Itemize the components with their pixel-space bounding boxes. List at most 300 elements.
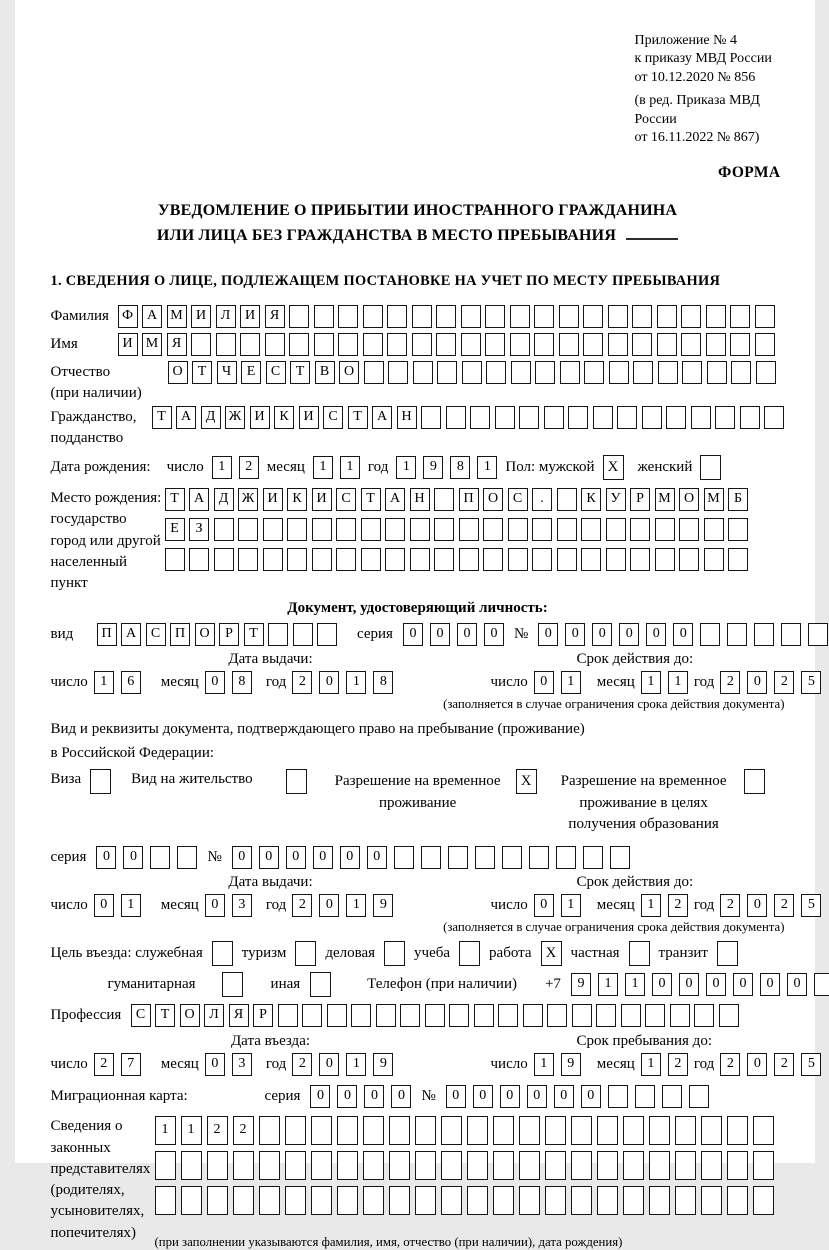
char-cell[interactable] [623,1116,644,1145]
char-cell[interactable] [289,333,309,356]
char-cell[interactable]: 9 [373,1053,393,1076]
char-cell[interactable] [621,1004,641,1027]
char-cell[interactable]: В [315,361,335,384]
char-cell[interactable] [363,1186,384,1215]
char-cell[interactable] [311,1186,332,1215]
char-cell[interactable] [268,623,288,646]
char-cell[interactable]: Т [192,361,212,384]
representatives-row2-boxes[interactable] [155,1151,774,1180]
char-cell[interactable]: У [606,488,626,511]
char-cell[interactable]: 2 [720,1053,740,1076]
char-cell[interactable]: 0 [747,894,767,917]
char-cell[interactable] [259,1151,280,1180]
char-cell[interactable] [632,305,652,328]
char-cell[interactable] [655,548,675,571]
char-cell[interactable] [535,361,555,384]
char-cell[interactable] [545,1151,566,1180]
char-cell[interactable] [701,1116,722,1145]
char-cell[interactable] [608,1085,628,1108]
char-cell[interactable] [754,623,774,646]
char-cell[interactable] [421,406,441,429]
char-cell[interactable] [214,548,234,571]
char-cell[interactable] [155,1186,176,1215]
stay-day-boxes[interactable] [534,1053,581,1076]
char-cell[interactable]: Я [167,333,187,356]
char-cell[interactable]: З [189,518,209,541]
char-cell[interactable]: 0 [313,846,333,869]
char-cell[interactable]: К [287,488,307,511]
id-valid-month-boxes[interactable] [641,671,688,694]
char-cell[interactable] [583,333,603,356]
char-cell[interactable]: 2 [292,894,312,917]
char-cell[interactable] [617,406,637,429]
char-cell[interactable] [679,518,699,541]
char-cell[interactable]: 0 [554,1085,574,1108]
birth-month-boxes[interactable] [313,456,360,479]
char-cell[interactable] [682,361,702,384]
char-cell[interactable] [155,1151,176,1180]
char-cell[interactable]: И [250,406,270,429]
char-cell[interactable]: Е [165,518,185,541]
sex-female-checkbox[interactable] [700,455,721,480]
char-cell[interactable] [338,305,358,328]
char-cell[interactable] [753,1116,774,1145]
char-cell[interactable] [675,1151,696,1180]
char-cell[interactable] [691,406,711,429]
char-cell[interactable]: 0 [565,623,585,646]
migration-number-boxes[interactable] [446,1085,709,1108]
char-cell[interactable] [459,548,479,571]
char-cell[interactable]: 1 [121,894,141,917]
temp-residence-checkbox[interactable]: X [516,769,537,794]
char-cell[interactable] [363,1116,384,1145]
char-cell[interactable] [606,548,626,571]
char-cell[interactable] [519,1186,540,1215]
id-valid-year-boxes[interactable] [720,671,821,694]
doc-series-boxes[interactable] [403,623,504,646]
char-cell[interactable] [425,1004,445,1027]
char-cell[interactable] [681,333,701,356]
char-cell[interactable]: О [483,488,503,511]
char-cell[interactable]: 1 [346,1053,366,1076]
char-cell[interactable]: Р [630,488,650,511]
char-cell[interactable] [470,406,490,429]
char-cell[interactable]: Л [216,305,236,328]
char-cell[interactable]: С [131,1004,151,1027]
char-cell[interactable] [704,518,724,541]
char-cell[interactable]: 2 [668,1053,688,1076]
char-cell[interactable] [764,406,784,429]
temp-residence-edu-checkbox[interactable] [744,769,765,794]
char-cell[interactable] [706,333,726,356]
char-cell[interactable] [441,1151,462,1180]
char-cell[interactable]: 8 [232,671,252,694]
char-cell[interactable] [606,518,626,541]
char-cell[interactable] [285,1151,306,1180]
char-cell[interactable] [498,1004,518,1027]
char-cell[interactable] [706,305,726,328]
id-issue-day-boxes[interactable] [94,671,141,694]
char-cell[interactable]: О [339,361,359,384]
char-cell[interactable]: 1 [625,973,645,996]
char-cell[interactable]: П [97,623,117,646]
char-cell[interactable]: 0 [205,1053,225,1076]
char-cell[interactable]: Б [728,488,748,511]
char-cell[interactable] [287,518,307,541]
work-checkbox[interactable]: X [541,941,562,966]
char-cell[interactable] [285,1116,306,1145]
char-cell[interactable]: П [459,488,479,511]
char-cell[interactable] [475,846,495,869]
char-cell[interactable] [731,361,751,384]
char-cell[interactable]: 0 [619,623,639,646]
char-cell[interactable] [560,361,580,384]
char-cell[interactable]: А [142,305,162,328]
char-cell[interactable] [412,333,432,356]
residence-number-boxes[interactable] [232,846,630,869]
char-cell[interactable] [670,1004,690,1027]
char-cell[interactable]: 0 [473,1085,493,1108]
char-cell[interactable]: 8 [373,671,393,694]
char-cell[interactable] [623,1151,644,1180]
char-cell[interactable] [727,623,747,646]
char-cell[interactable] [474,1004,494,1027]
char-cell[interactable] [216,333,236,356]
char-cell[interactable]: 1 [346,671,366,694]
char-cell[interactable] [238,518,258,541]
char-cell[interactable] [387,333,407,356]
char-cell[interactable]: 0 [259,846,279,869]
char-cell[interactable]: 2 [233,1116,254,1145]
char-cell[interactable] [808,623,828,646]
char-cell[interactable] [649,1186,670,1215]
char-cell[interactable]: 0 [94,894,114,917]
char-cell[interactable]: 0 [96,846,116,869]
char-cell[interactable] [596,1004,616,1027]
char-cell[interactable] [675,1186,696,1215]
char-cell[interactable] [545,1186,566,1215]
char-cell[interactable] [207,1186,228,1215]
char-cell[interactable]: Т [152,406,172,429]
char-cell[interactable]: 0 [747,671,767,694]
char-cell[interactable] [657,333,677,356]
char-cell[interactable] [493,1151,514,1180]
char-cell[interactable] [632,333,652,356]
char-cell[interactable]: О [168,361,188,384]
char-cell[interactable]: Т [155,1004,175,1027]
char-cell[interactable]: О [195,623,215,646]
char-cell[interactable] [376,1004,396,1027]
char-cell[interactable] [635,1085,655,1108]
char-cell[interactable]: 9 [561,1053,581,1076]
char-cell[interactable]: Р [219,623,239,646]
char-cell[interactable] [510,305,530,328]
char-cell[interactable]: 5 [801,1053,821,1076]
char-cell[interactable] [336,548,356,571]
residence-valid-day-boxes[interactable] [534,894,581,917]
char-cell[interactable]: 1 [212,456,232,479]
char-cell[interactable] [597,1186,618,1215]
char-cell[interactable]: 0 [337,1085,357,1108]
char-cell[interactable] [608,333,628,356]
char-cell[interactable]: 9 [423,456,443,479]
char-cell[interactable]: 1 [668,671,688,694]
char-cell[interactable] [312,548,332,571]
char-cell[interactable] [753,1186,774,1215]
char-cell[interactable] [679,548,699,571]
entry-year-boxes[interactable] [292,1053,393,1076]
char-cell[interactable] [502,846,522,869]
char-cell[interactable] [657,305,677,328]
char-cell[interactable] [584,361,604,384]
char-cell[interactable]: Л [204,1004,224,1027]
char-cell[interactable]: Я [229,1004,249,1027]
char-cell[interactable]: 1 [641,894,661,917]
char-cell[interactable]: 3 [232,1053,252,1076]
char-cell[interactable] [781,623,801,646]
char-cell[interactable] [181,1186,202,1215]
char-cell[interactable]: 8 [450,456,470,479]
char-cell[interactable] [165,548,185,571]
char-cell[interactable]: 0 [367,846,387,869]
surname-boxes[interactable] [118,305,775,328]
char-cell[interactable] [449,1004,469,1027]
char-cell[interactable] [388,361,408,384]
given-name-boxes[interactable] [118,333,775,356]
char-cell[interactable] [311,1116,332,1145]
char-cell[interactable]: Ж [225,406,245,429]
char-cell[interactable]: 9 [373,894,393,917]
char-cell[interactable]: Р [253,1004,273,1027]
char-cell[interactable]: А [385,488,405,511]
char-cell[interactable] [753,1151,774,1180]
char-cell[interactable] [649,1151,670,1180]
char-cell[interactable]: 0 [391,1085,411,1108]
char-cell[interactable] [568,406,588,429]
birth-day-boxes[interactable] [212,456,259,479]
char-cell[interactable] [630,548,650,571]
char-cell[interactable]: Т [244,623,264,646]
char-cell[interactable] [597,1151,618,1180]
char-cell[interactable] [389,1186,410,1215]
char-cell[interactable] [434,518,454,541]
id-issue-year-boxes[interactable] [292,671,393,694]
char-cell[interactable] [410,548,430,571]
char-cell[interactable] [508,518,528,541]
char-cell[interactable] [436,333,456,356]
char-cell[interactable] [495,406,515,429]
stay-month-boxes[interactable] [641,1053,688,1076]
char-cell[interactable] [609,361,629,384]
char-cell[interactable]: М [704,488,724,511]
char-cell[interactable]: 2 [774,1053,794,1076]
char-cell[interactable]: И [263,488,283,511]
char-cell[interactable] [532,548,552,571]
char-cell[interactable] [461,333,481,356]
char-cell[interactable] [467,1116,488,1145]
char-cell[interactable] [642,406,662,429]
char-cell[interactable]: Т [361,488,381,511]
char-cell[interactable] [694,1004,714,1027]
char-cell[interactable] [581,548,601,571]
char-cell[interactable]: 0 [123,846,143,869]
char-cell[interactable] [361,518,381,541]
char-cell[interactable] [441,1116,462,1145]
char-cell[interactable] [740,406,760,429]
char-cell[interactable] [415,1151,436,1180]
char-cell[interactable] [311,1151,332,1180]
residence-issue-day-boxes[interactable] [94,894,141,917]
char-cell[interactable] [434,548,454,571]
char-cell[interactable] [387,305,407,328]
char-cell[interactable]: 0 [232,846,252,869]
char-cell[interactable] [662,1085,682,1108]
char-cell[interactable] [238,548,258,571]
char-cell[interactable]: . [532,488,552,511]
humanitarian-checkbox[interactable] [222,972,243,997]
char-cell[interactable] [259,1186,280,1215]
char-cell[interactable]: Т [165,488,185,511]
char-cell[interactable] [214,518,234,541]
char-cell[interactable] [681,305,701,328]
char-cell[interactable]: Д [201,406,221,429]
char-cell[interactable] [363,1151,384,1180]
char-cell[interactable]: 0 [646,623,666,646]
char-cell[interactable] [189,548,209,571]
char-cell[interactable] [486,361,506,384]
patronymic-boxes[interactable] [168,361,776,384]
char-cell[interactable] [529,846,549,869]
char-cell[interactable]: 0 [205,894,225,917]
char-cell[interactable]: 0 [538,623,558,646]
char-cell[interactable] [410,518,430,541]
residence-valid-month-boxes[interactable] [641,894,688,917]
char-cell[interactable]: 2 [774,894,794,917]
char-cell[interactable]: С [508,488,528,511]
private-checkbox[interactable] [629,941,650,966]
char-cell[interactable] [181,1151,202,1180]
representatives-row1-boxes[interactable] [155,1116,774,1145]
char-cell[interactable] [730,333,750,356]
char-cell[interactable] [385,518,405,541]
char-cell[interactable]: И [240,305,260,328]
char-cell[interactable] [337,1116,358,1145]
char-cell[interactable] [508,548,528,571]
char-cell[interactable] [233,1151,254,1180]
char-cell[interactable]: С [336,488,356,511]
char-cell[interactable] [814,973,829,996]
char-cell[interactable] [519,1151,540,1180]
char-cell[interactable] [756,361,776,384]
char-cell[interactable]: А [372,406,392,429]
char-cell[interactable]: 0 [679,973,699,996]
entry-month-boxes[interactable] [205,1053,252,1076]
char-cell[interactable] [700,623,720,646]
char-cell[interactable]: 1 [641,1053,661,1076]
char-cell[interactable] [263,548,283,571]
char-cell[interactable] [544,406,564,429]
char-cell[interactable]: 1 [534,1053,554,1076]
char-cell[interactable] [191,333,211,356]
char-cell[interactable] [483,548,503,571]
char-cell[interactable] [327,1004,347,1027]
char-cell[interactable]: 1 [561,671,581,694]
char-cell[interactable]: 1 [598,973,618,996]
char-cell[interactable]: 3 [232,894,252,917]
char-cell[interactable]: М [142,333,162,356]
char-cell[interactable] [571,1186,592,1215]
residence-series-boxes[interactable] [96,846,197,869]
char-cell[interactable]: 0 [581,1085,601,1108]
migration-series-boxes[interactable] [310,1085,411,1108]
char-cell[interactable]: М [167,305,187,328]
char-cell[interactable] [707,361,727,384]
char-cell[interactable]: 0 [500,1085,520,1108]
char-cell[interactable] [412,305,432,328]
char-cell[interactable]: Т [290,361,310,384]
char-cell[interactable]: 0 [747,1053,767,1076]
residence-issue-year-boxes[interactable] [292,894,393,917]
char-cell[interactable] [728,518,748,541]
char-cell[interactable] [493,1116,514,1145]
char-cell[interactable]: 5 [801,894,821,917]
char-cell[interactable]: К [581,488,601,511]
char-cell[interactable] [493,1186,514,1215]
char-cell[interactable]: 2 [239,456,259,479]
residence-issue-month-boxes[interactable] [205,894,252,917]
char-cell[interactable] [610,846,630,869]
char-cell[interactable] [519,1116,540,1145]
char-cell[interactable] [719,1004,739,1027]
id-issue-month-boxes[interactable] [205,671,252,694]
char-cell[interactable] [633,361,653,384]
profession-boxes[interactable] [131,1004,739,1027]
char-cell[interactable] [434,488,454,511]
char-cell[interactable] [571,1116,592,1145]
char-cell[interactable]: И [299,406,319,429]
tourism-checkbox[interactable] [295,941,316,966]
char-cell[interactable]: С [146,623,166,646]
char-cell[interactable] [728,548,748,571]
char-cell[interactable] [559,333,579,356]
char-cell[interactable]: 1 [313,456,333,479]
char-cell[interactable] [583,846,603,869]
char-cell[interactable] [730,305,750,328]
char-cell[interactable] [510,333,530,356]
char-cell[interactable] [523,1004,543,1027]
char-cell[interactable]: 0 [652,973,672,996]
char-cell[interactable] [545,1116,566,1145]
char-cell[interactable] [701,1186,722,1215]
char-cell[interactable] [645,1004,665,1027]
char-cell[interactable]: 0 [340,846,360,869]
char-cell[interactable] [314,305,334,328]
char-cell[interactable] [364,361,384,384]
char-cell[interactable] [485,305,505,328]
char-cell[interactable] [436,305,456,328]
char-cell[interactable]: О [180,1004,200,1027]
char-cell[interactable] [658,361,678,384]
char-cell[interactable]: 0 [403,623,423,646]
char-cell[interactable]: 1 [155,1116,176,1145]
char-cell[interactable]: 0 [706,973,726,996]
char-cell[interactable] [534,333,554,356]
char-cell[interactable] [312,518,332,541]
char-cell[interactable] [448,846,468,869]
char-cell[interactable] [415,1186,436,1215]
doc-number-boxes[interactable] [538,623,828,646]
char-cell[interactable] [519,406,539,429]
